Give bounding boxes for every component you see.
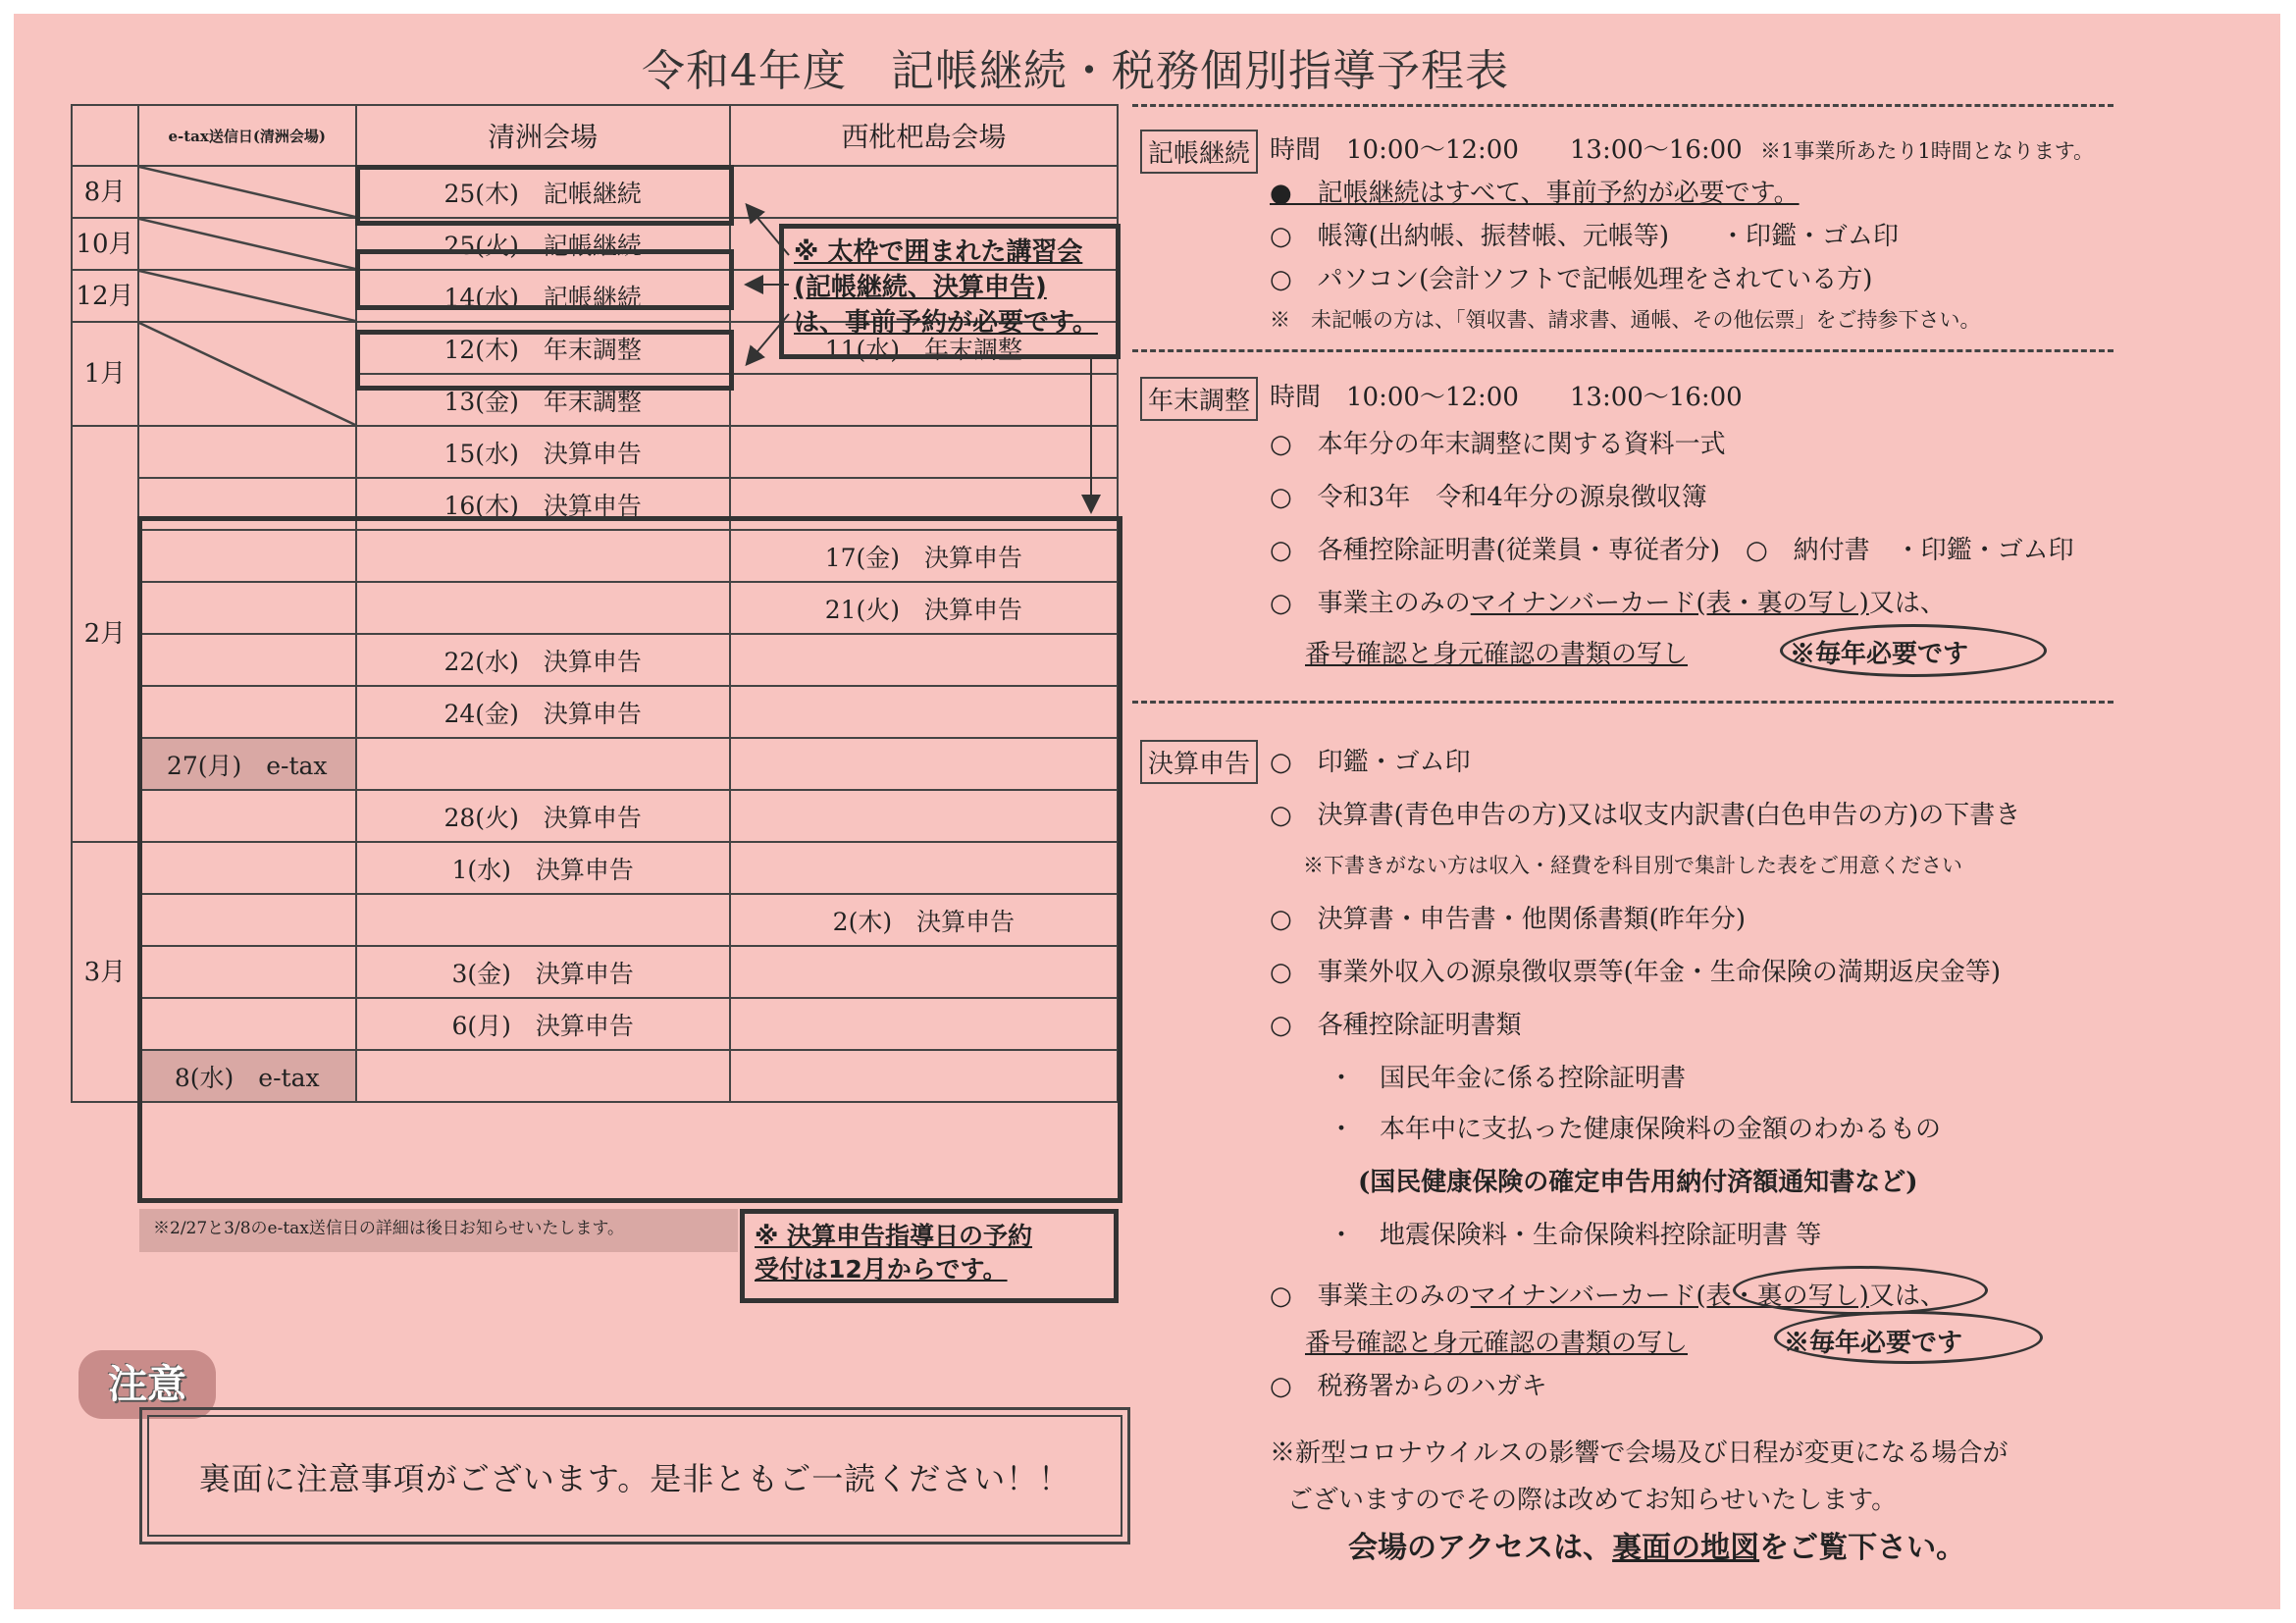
kicho-item: ○ 帳簿(出納帳、振替帳、元帳等) ・印鑑・ゴム印: [1270, 222, 1899, 251]
kicho-time-text: 時間 10:00〜12:00 13:00〜16:00: [1270, 135, 1743, 165]
kessan-note-line1: ※ 決算申告指導日の予約: [755, 1222, 1033, 1250]
nishi-cell: 17(金) 決算申告: [730, 530, 1118, 582]
kiyosu-cell: 16(木) 決算申告: [356, 478, 730, 530]
kiyosu-header: 清洲会場: [356, 105, 730, 166]
kessan-item: ・ 地震保険料・生命保険料控除証明書 等: [1329, 1221, 1822, 1250]
kessan-label: 決算申告: [1140, 740, 1258, 784]
etax-cell: [138, 842, 356, 894]
nenmatsu-item: ○ 各種控除証明書(従業員・専従者分) ○ 納付書 ・印鑑・ゴム印: [1270, 536, 2074, 565]
kessan-note-line2: 受付は12月からです。: [755, 1255, 1008, 1283]
kicho-item: ※ 未記帳の方は、「領収書、請求書、通帳、その他伝票」をご持参下さい。: [1270, 308, 1981, 332]
kiyosu-cell: 28(火) 決算申告: [356, 790, 730, 842]
kiyosu-cell: 13(金) 年末調整: [356, 374, 730, 426]
divider: [1132, 349, 2113, 352]
nishi-cell: [730, 1050, 1118, 1102]
month-aug: 8月: [72, 166, 138, 218]
etax-cell: [138, 686, 356, 738]
kessan-item: ○ 決算書(青色申告の方)又は収支内訳書(白色申告の方)の下書き: [1270, 801, 2021, 830]
page-title: 令和4年度 記帳継続・税務個別指導予程表: [642, 46, 1509, 96]
etax-cell: [138, 998, 356, 1050]
kessan-postcard: ○ 税務署からのハガキ: [1270, 1372, 1547, 1401]
kessan-reservation-note: [740, 1209, 1119, 1303]
kiyosu-cell: 24(金) 決算申告: [356, 686, 730, 738]
access-map-link: 裏面の地図: [1612, 1531, 1760, 1565]
page: [14, 14, 2280, 1609]
nishi-cell: 11(水) 年末調整: [730, 322, 1118, 374]
table-row: [72, 738, 1118, 790]
month-mar: 3月: [72, 842, 138, 1102]
reservation-note-line1: ※ 太枠で囲まれた講習会: [794, 237, 1083, 267]
table-row: [72, 946, 1118, 998]
month-jan: 1月: [72, 322, 138, 426]
kicho-label: 記帳継続: [1140, 130, 1258, 174]
table-row: [72, 894, 1118, 946]
month-oct: 10月: [72, 218, 138, 270]
etax-cell: 27(月) e-tax: [138, 738, 356, 790]
nishi-cell: 2(木) 決算申告: [730, 894, 1118, 946]
etax-cell: [138, 946, 356, 998]
nishi-cell: 21(火) 決算申告: [730, 582, 1118, 634]
kiyosu-cell: [356, 582, 730, 634]
reservation-note-line3: は、事前予約が必要です。: [794, 308, 1098, 338]
kiyosu-cell: 6(月) 決算申告: [356, 998, 730, 1050]
kiyosu-cell: 25(木) 記帳継続: [356, 166, 730, 218]
kiyosu-cell: 22(水) 決算申告: [356, 634, 730, 686]
kiyosu-cell: 1(水) 決算申告: [356, 842, 730, 894]
etax-cell: [138, 790, 356, 842]
kiyosu-cell: 15(水) 決算申告: [356, 426, 730, 478]
kessan-id-copy: 番号確認と身元確認の書類の写し: [1305, 1329, 1689, 1358]
kiyosu-cell: 14(水) 記帳継続: [356, 270, 730, 322]
kicho-item: ● 記帳継続はすべて、事前予約が必要です。: [1270, 179, 1800, 208]
nishi-header: 西枇杷島会場: [730, 105, 1118, 166]
nishi-cell: [730, 634, 1118, 686]
caution-badge: 注意: [78, 1350, 216, 1419]
mynumber-card: マイナンバーカード(表・裏の写し): [1470, 589, 1869, 618]
corona-note-line1: ※新型コロナウイルスの影響で会場及び日程が変更になる場合が: [1270, 1439, 2009, 1468]
etax-cell: [138, 894, 356, 946]
corona-note-line2: ございますのでその際は改めてお知らせいたします。: [1287, 1486, 1898, 1515]
access-suffix: をご覧下さい。: [1759, 1531, 1966, 1565]
kessan-every-year: ※毎年必要です: [1784, 1329, 1963, 1358]
nishi-cell: [730, 738, 1118, 790]
table-row: [72, 686, 1118, 738]
access-prefix: 会場のアクセスは、: [1348, 1531, 1613, 1565]
nishi-cell: [730, 998, 1118, 1050]
access-note: [1348, 1523, 1965, 1566]
kessan-item: ○ 各種控除証明書類: [1270, 1011, 1522, 1040]
kicho-item: ○ パソコン(会計ソフトで記帳処理をされている方): [1270, 265, 1873, 294]
nishi-cell: [730, 790, 1118, 842]
nenmatsu-item: ○ 令和3年 令和4年分の源泉徴収簿: [1270, 483, 1707, 512]
nenmatsu-item: ○ 本年分の年末調整に関する資料一式: [1270, 430, 1726, 459]
nenmatsu-id-copy: 番号確認と身元確認の書類の写し: [1305, 640, 1689, 669]
nenmatsu-label: 年末調整: [1140, 377, 1258, 421]
etax-header: e-tax送信日(清洲会場): [138, 105, 356, 166]
mynumber-card: マイナンバーカード(表・裏の写し): [1470, 1282, 1869, 1311]
kessan-item: ○ 決算書・申告書・他関係書類(昨年分): [1270, 905, 1746, 934]
reservation-note: [779, 224, 1121, 359]
kessan-item: ○ 事業外収入の源泉徴収票等(年金・生命保険の満期返戻金等): [1270, 958, 2001, 987]
table-row: [72, 790, 1118, 842]
kiyosu-cell: [356, 1050, 730, 1102]
kiyosu-cell: 12(木) 年末調整: [356, 322, 730, 374]
nenmatsu-time: 時間 10:00〜12:00 13:00〜16:00: [1270, 383, 1743, 412]
month-feb: 2月: [72, 426, 138, 842]
kiyosu-cell: 25(火) 記帳継続: [356, 218, 730, 270]
table-row: [72, 582, 1118, 634]
divider: [1132, 701, 2113, 704]
divider: [1132, 104, 2113, 107]
nenmatsu-every-year: ※毎年必要です: [1790, 640, 1969, 669]
nishi-cell: [730, 842, 1118, 894]
mynumber-suffix: 又は、: [1868, 1282, 1946, 1311]
mynumber-suffix: 又は、: [1868, 589, 1946, 618]
table-row: [72, 842, 1118, 894]
etax-footnote: ※2/27と3/8のe-tax送信日の詳細は後日お知らせいたします。: [139, 1209, 738, 1252]
nishi-cell: [730, 686, 1118, 738]
kessan-item: ・ 国民年金に係る控除証明書: [1329, 1064, 1687, 1093]
nishi-cell: [730, 946, 1118, 998]
etax-cell: 8(水) e-tax: [138, 1050, 356, 1102]
mynumber-prefix: ○ 事業主のみの: [1270, 589, 1471, 618]
kessan-item: ※下書きがない方は収入・経費を科目別で集計した表をご用意ください: [1303, 854, 1962, 877]
nenmatsu-mynumber: [1270, 583, 1946, 619]
table-row: [72, 634, 1118, 686]
kiyosu-cell: [356, 738, 730, 790]
table-row: [72, 998, 1118, 1050]
kicho-time: [1270, 130, 2094, 166]
kiyosu-cell: 3(金) 決算申告: [356, 946, 730, 998]
etax-cell: [138, 634, 356, 686]
caution-box: 裏面に注意事項がございます。是非ともご一読ください！！: [139, 1407, 1130, 1544]
kessan-item: ○ 印鑑・ゴム印: [1270, 748, 1471, 777]
kiyosu-cell: [356, 894, 730, 946]
kessan-item: ・ 本年中に支払った健康保険料の金額のわかるもの: [1329, 1115, 1942, 1144]
reservation-note-line2: (記帳継続、決算申告): [794, 273, 1047, 302]
etax-cell: [138, 582, 356, 634]
table-row: [72, 1050, 1118, 1102]
month-dec: 12月: [72, 270, 138, 322]
mynumber-prefix: ○ 事業主のみの: [1270, 1282, 1471, 1311]
kessan-mynumber: [1270, 1276, 1946, 1312]
kicho-time-note: ※1事業所あたり1時間となります。: [1759, 139, 2095, 163]
kessan-item: (国民健康保険の確定申告用納付済額通知書など): [1358, 1168, 1918, 1197]
